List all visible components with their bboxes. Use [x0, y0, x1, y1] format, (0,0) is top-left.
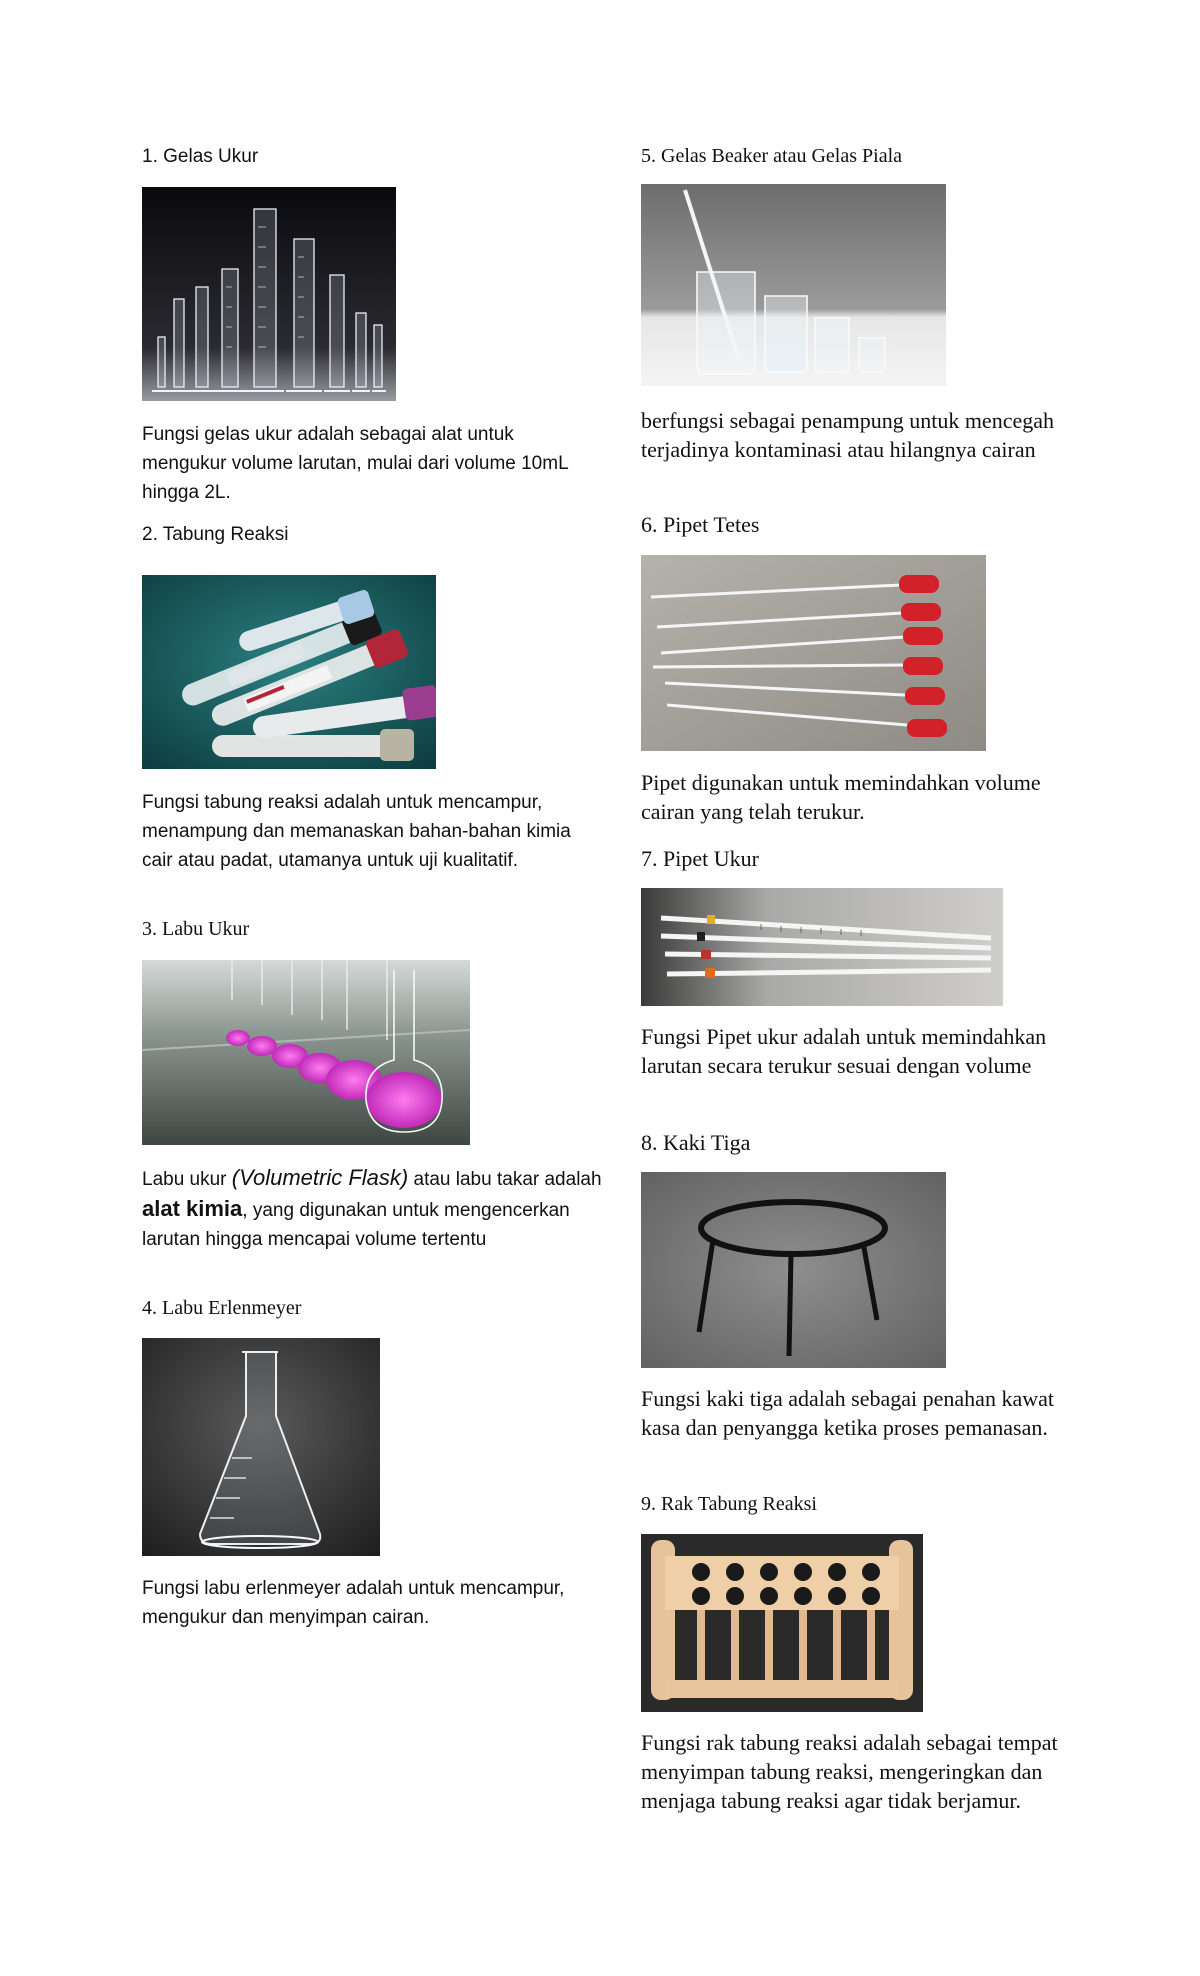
desc-text: atau labu takar adalah	[408, 1169, 602, 1190]
measuring-pipette-photo	[641, 888, 1003, 1006]
volumetric-flask-photo	[142, 960, 470, 1145]
item-5-description: berfungsi sebagai penampung untuk mencegah terjadinya kontaminasi atau hilangnya cairan	[641, 408, 1054, 462]
item-5-title: 5. Gelas Beaker atau Gelas Piala	[641, 145, 903, 167]
desc-italic: (Volumetric Flask)	[231, 1165, 409, 1190]
desc-text: , yang digunakan untuk mengencerkan larutan hingga mencapai volume tertentu	[142, 1200, 570, 1250]
erlenmeyer-flask-photo	[142, 1338, 380, 1556]
item-7-description: Fungsi Pipet ukur adalah untuk memindahkan larutan secara terukur sesuai dengan volume	[641, 1024, 1047, 1078]
graduated-cylinder-photo	[142, 187, 396, 401]
tripod-stand-photo	[641, 1172, 946, 1368]
item-2-description: Fungsi tabung reaksi adalah untuk mencampur, menampung dan memanaskan bahan-bahan kimia cair atau padat, utamanya untuk uji kualitatif.	[142, 792, 571, 871]
item-6-title: 6. Pipet Tetes	[641, 512, 760, 537]
item-9-description: Fungsi rak tabung reaksi adalah sebagai tempat menyimpan tabung reaksi, mengeringkan dan menjaga tabung reaksi agar tidak berjamur.	[641, 1730, 1058, 1813]
item-2-title: 2. Tabung Reaksi	[142, 524, 289, 545]
item-7-title: 7. Pipet Ukur	[641, 846, 759, 871]
item-4-description: Fungsi labu erlenmeyer adalah untuk mencampur, mengukur dan menyimpan cairan.	[142, 1578, 565, 1628]
item-3-title: 3. Labu Ukur	[142, 918, 250, 940]
item-3-description	[142, 1163, 602, 1254]
item-6-description: Pipet digunakan untuk memindahkan volume cairan yang telah terukur.	[641, 770, 1041, 824]
item-1-title: 1. Gelas Ukur	[142, 146, 259, 167]
desc-bold: alat kimia	[142, 1196, 243, 1221]
item-9-title: 9. Rak Tabung Reaksi	[641, 1493, 817, 1515]
test-tube-photo	[142, 575, 436, 769]
item-8-title: 8. Kaki Tiga	[641, 1130, 751, 1155]
desc-text: Labu ukur	[142, 1169, 232, 1190]
beaker-photo	[641, 184, 946, 386]
item-8-description: Fungsi kaki tiga adalah sebagai penahan kawat kasa dan penyangga ketika proses pemanasan.	[641, 1386, 1054, 1440]
test-tube-rack-photo	[641, 1534, 923, 1712]
item-4-title: 4. Labu Erlenmeyer	[142, 1297, 302, 1319]
dropper-pipette-photo	[641, 555, 986, 751]
item-1-description: Fungsi gelas ukur adalah sebagai alat untuk mengukur volume larutan, mulai dari volume 10mL hingga 2L.	[142, 424, 568, 503]
